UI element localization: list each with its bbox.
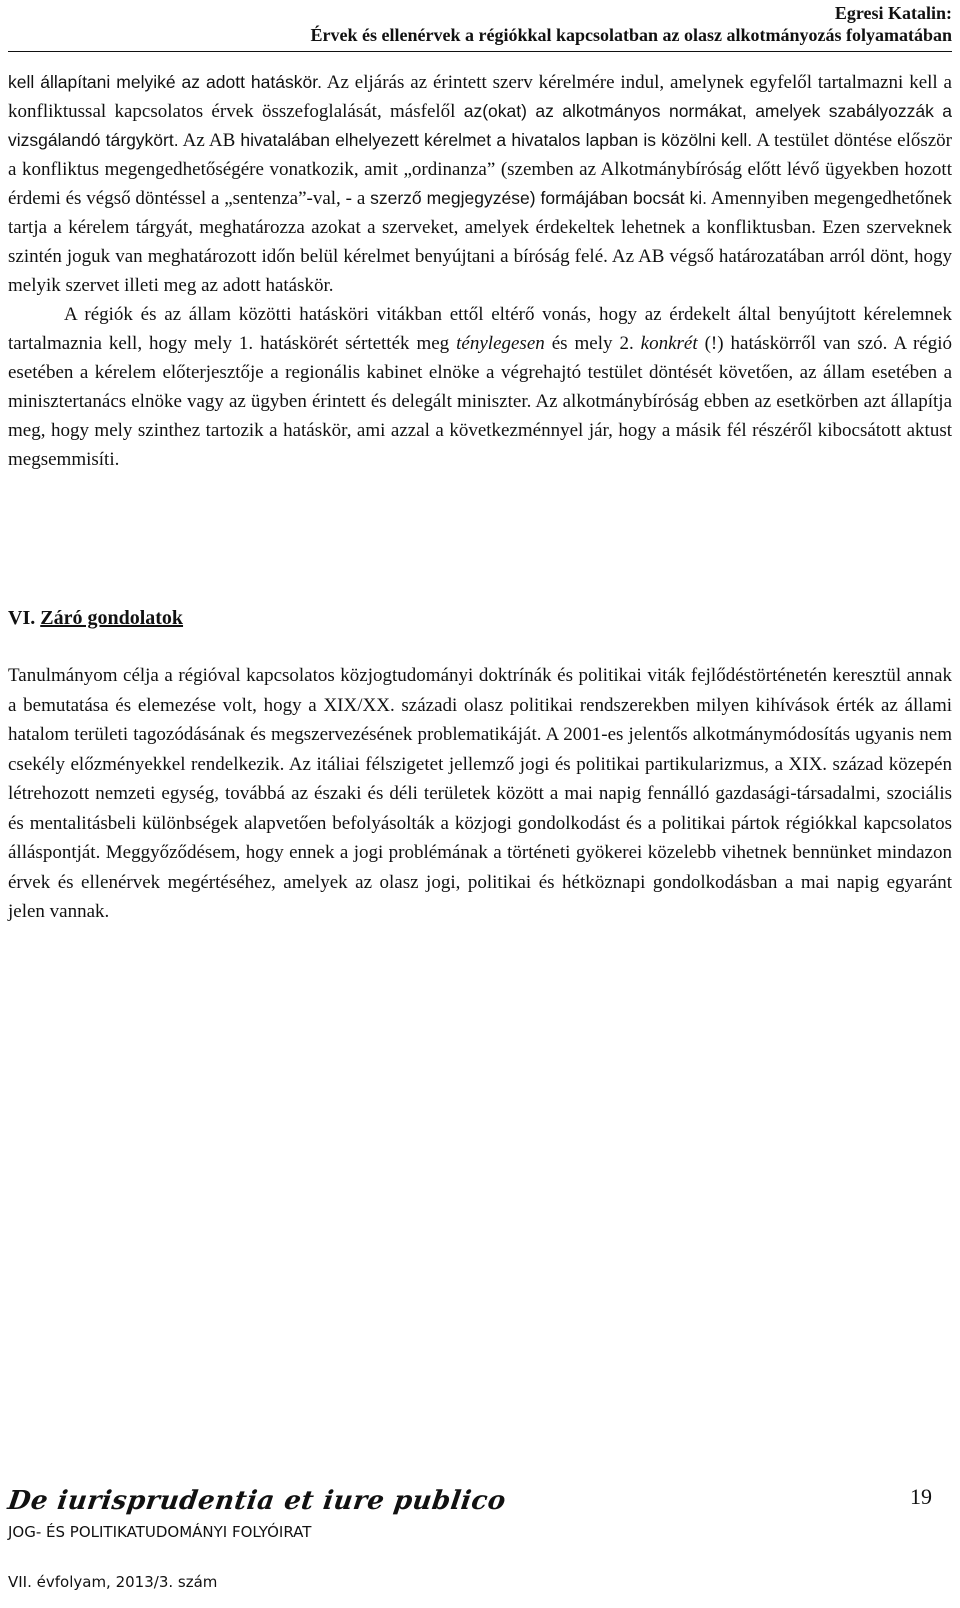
paragraph-2-run: és mely 2.: [544, 333, 641, 354]
section-heading: [8, 604, 183, 633]
paragraph-1: [8, 68, 952, 300]
section-title: Záró gondolatok: [40, 607, 184, 629]
paragraph-1-run: Amennyiben megengedhetőnek tartja a kérelem tárgyát, meghatározza azokat a szerveket, amelyek érdekeltek lehetnek a konfliktusban. Ezen szerveknek szintén joguk van meghatározott időn belül kérelmet benyújtani a bíróság felé. Az AB végső határozatában arról dönt, hogy melyik szervet illeti meg az adott hatáskör.: [8, 188, 952, 296]
body-text: [8, 68, 952, 474]
journal-name: JOG- ÉS POLITIKATUDOMÁNYI FOLYÓIRAT: [8, 1523, 312, 1541]
section-number: VI.: [8, 607, 36, 629]
page-number: 19: [910, 1484, 932, 1509]
paragraph-1-run: A testület döntése először a konfliktus megengedhetőségére vonatkozik, amit „ordinanza” (szemben az Alkotmánybíróság előtt lévő ügyekben hozott érdemi és végső döntéssel a „sentenza”-val, - a: [8, 130, 953, 209]
journal-issue: VII. évfolyam, 2013/3. szám: [8, 1573, 218, 1591]
paragraph-1-run: Az eljárás az érintett szerv kérelmére indul, amelynek egyfelől tartalmazni kell a konfliktussal kapcsolatos érvek összefoglalását, másfelől: [8, 72, 952, 122]
journal-logo: De iurisprudentia et iure publico: [5, 1486, 508, 1516]
paragraph-2-run: (!) hatáskörről van szó. A régió esetében a kérelem előterjesztője a regionális kabinet elnöke a végrehajtó testület döntését követően, az állam esetében a minisztertanács elnöke vagy az ügyben érintett és delegált miniszter. Az alkotmánybíróság ebben az esetkörben azt állapítja meg, hogy mely szinthez tartozik a hatáskör, ami azzal a következménnyel jár, hogy a másik fél részéről kibocsátott aktust megsemmisíti.: [8, 333, 952, 470]
paragraph-1-run: hivatalában elhelyezett kérelmet a hivatalos lapban is közölni kell.: [240, 130, 753, 150]
closing-text: [8, 661, 952, 927]
closing-paragraph: Tanulmányom célja a régióval kapcsolatos közjogtudományi doktrínák és politikai viták fejlődéstörténetén keresztül annak a bemutatása és elemezése volt, hogy a XIX/XX. századi olasz politikai rendszerekben milyen kihívások érték az állami hatalom területi tagozódásának és megszervezésének problematikáját. A 2001-es jelentős alkotmánymódosítás ugyanis nem csekély előzményekkel rendelkezik. Az itáliai félszigetet jellemző jogi és politikai partikularizmus, a XIX. század közepén létrehozott nemzeti egység, továbbá az északi és déli területek között a mai napig fennálló gazdasági-társadalmi, szociális és mentalitásbeli különbségek alapvetően befolyásolták a közjogi gondolkodást és a politikai pártok régiókkal kapcsolatos álláspontját. Meggyőződésem, hogy ennek a jogi problémának a történeti gyökerei közelebb vihetnek bennünket mindazon érvek és ellenérvek megértéséhez, amelyek az olasz jogi, politikai és hétköznapi gondolkodásban a mai napig egyaránt jelen vannak.: [8, 665, 952, 922]
paragraph-1-run: Az AB: [178, 130, 241, 151]
paragraph-2-run: A régiók és az állam közötti hatásköri vitákban ettől eltérő vonás, hogy az érdekelt által benyújtott kérelemnek tartalmaznia kell, hogy mely 1. hatáskörét sértették meg: [8, 304, 952, 354]
paragraph-2-emphasis: ténylegesen: [456, 333, 545, 354]
paragraph-1-run: szerző megjegyzése) formájában bocsát ki.: [370, 188, 707, 208]
header-author: Egresi Katalin:: [834, 3, 952, 23]
paragraph-2-emphasis: konkrét: [640, 333, 698, 354]
paragraph-2: [8, 300, 952, 474]
header-title: Érvek és ellenérvek a régiókkal kapcsolatban az olasz alkotmányozás folyamatában: [310, 25, 952, 45]
paragraph-1-run: kell állapítani melyiké az adott hatáskör.: [8, 72, 322, 92]
header-divider: [8, 51, 952, 52]
paragraph-1-run: az(okat) az alkotmányos normákat, amelyek szabályozzák a vizsgálandó tárgykört.: [8, 101, 952, 150]
running-header: [8, 0, 952, 48]
